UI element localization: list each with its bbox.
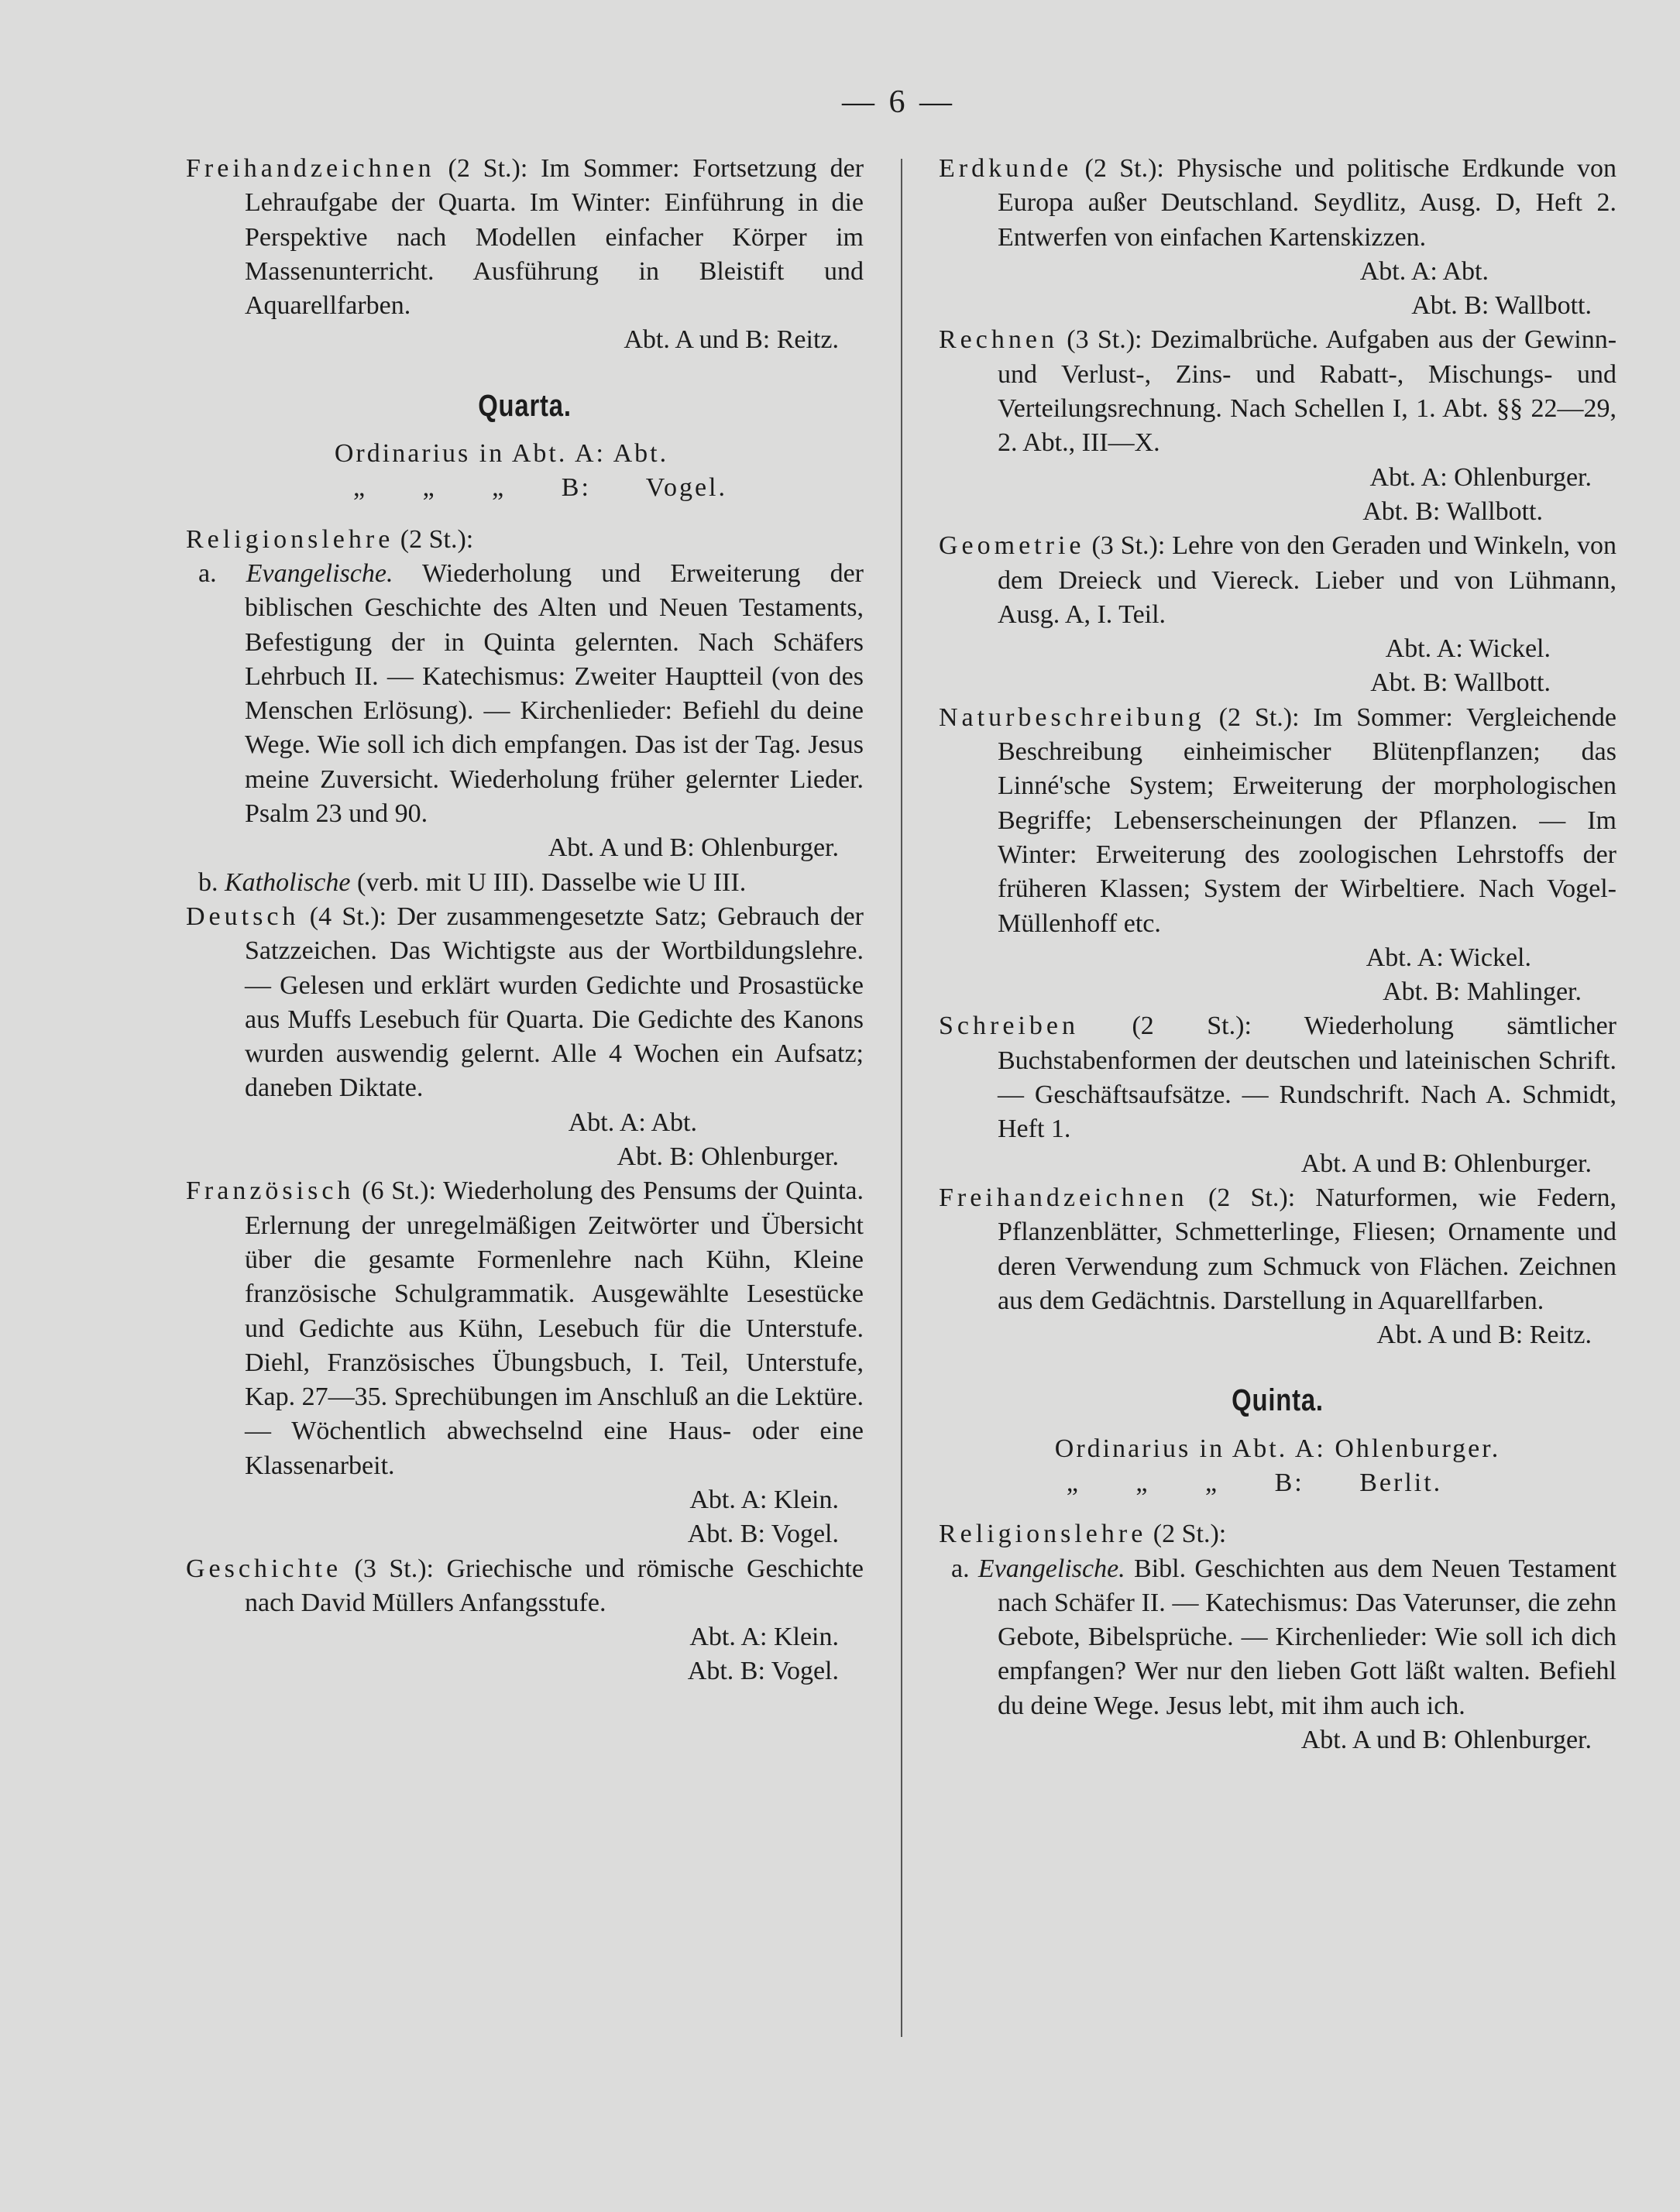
entry-text: Bibl. Geschichten aus dem Neuen Testament nach Schäfer II. — Katechismus: Das Vaterunser, die zehn Gebote, Bibelsprüche. — Kirchenlieder: Wie soll ich dich empfangen? Wer nur den lieben Gott läßt walten. Befiehl du deine Wege. Jesus lebt, mit ihm auch ich. xyxy=(998,1554,1616,1720)
teacher-line-a: Abt. A: Wickel. xyxy=(1366,943,1531,972)
teacher-line: Abt. A und B: Ohlenburger. xyxy=(1300,1149,1592,1178)
teacher-line: Abt. A und B: Reitz. xyxy=(624,325,839,355)
item-title: Evangelische. xyxy=(246,558,393,588)
entry-text: Dezimalbrüche. Aufgaben aus der Gewinn- und Verlust-, Zins- und Rabatt-, Mischungs- und Verteilungsrechnung. Nach Schellen I, 1. Abt. §§ 22—29, 2. Abt., III—X. xyxy=(998,325,1617,458)
subject-label: Religionslehre xyxy=(186,524,394,554)
ordinarius-b: „ „ „ B: Berlit. xyxy=(1066,1468,1443,1497)
entry-text: Wiederholung des Pensums der Quinta. Erlernung der unregelmäßigen Zeitwörter und Übersicht über die gesamte Formenlehre nach Kühn, Kleine französische Schulgrammatik. Ausgewählte Lesestücke und Gedichte aus Kühn, Lesebuch für die Unterstufe. Diehl, Französisches Übungsbuch, I. Teil, Unterstufe, Kap. 27—35. Sprechübungen im Anschluß an die Lektüre. — Wöchentlich abwechselnd eine Haus- oder eine Klassenarbeit. xyxy=(245,1176,864,1480)
subject-label: Französisch xyxy=(186,1176,355,1206)
entry-text: Lehre von den Geraden und Winkeln, von dem Dreieck und Viereck. Lieber und von Lühmann, Ausg. A, I. Teil. xyxy=(998,531,1616,629)
religion-evangelisch xyxy=(186,557,864,831)
religion-heading xyxy=(186,523,864,557)
rechnen-entry xyxy=(939,323,1616,460)
subject-label: Geometrie xyxy=(939,531,1085,561)
subject-label: Erdkunde xyxy=(939,154,1073,183)
subject-label: Freihandzeichnen xyxy=(939,1183,1188,1212)
hours-label: (6 St.): xyxy=(362,1176,436,1206)
left-column xyxy=(186,152,864,1689)
deutsch-entry xyxy=(186,900,864,1106)
column-divider xyxy=(901,159,902,2037)
entry-text: Der zusammengesetzte Satz; Gebrauch der Satzzeichen. Das Wichtigste aus der Wortbildungslehre. — Gelesen und erklärt wurden Gedichte und Prosastücke aus Muffs Lesebuch für Quarta. Die Gedichte des Kanons wurden auswendig gelernt. Alle 4 Wochen ein Aufsatz; daneben Diktate. xyxy=(245,902,864,1103)
teacher-line-b: Abt. B: Mahlinger. xyxy=(1383,977,1582,1007)
teacher-line-a: Abt. A: Klein. xyxy=(689,1485,839,1514)
ordinarius-b: „ „ „ B: Vogel. xyxy=(353,473,727,503)
section-heading-quarta: Quarta. xyxy=(478,388,572,423)
ordinarius-a: Ordinarius in Abt. A: Ohlenburger. xyxy=(1054,1434,1501,1463)
teacher-line-b: Abt. B: Ohlenburger. xyxy=(617,1142,839,1172)
teacher-line-a: Abt. A: Wickel. xyxy=(1385,634,1551,664)
entry-text: Griechische und römische Geschichte nach David Müllers Anfangsstufe. xyxy=(245,1554,864,1617)
teacher-line-b: Abt. B: Vogel. xyxy=(687,1520,839,1549)
right-column xyxy=(939,152,1616,1757)
teacher-line-a: Abt. A: Ohlenburger. xyxy=(1369,462,1592,492)
entry-text: Wiederholung und Erweiterung der biblischen Geschichte des Alten und Neuen Testaments, Befestigung der in Quinta gelernten. Nach Schäfers Lehrbuch II. — Katechismus: Zweiter Hauptteil (von des Menschen Erlösung). — Kirchenlieder: Befiehl du deine Wege. Wie soll ich dich empfangen. Das ist der Tag. Jesus meine Zuversicht. Wiederholung früher gelernter Lieder. Psalm 23 und 90. xyxy=(245,558,864,829)
ordinarius-a: Ordinarius in Abt. A: Abt. xyxy=(334,439,669,469)
section-heading-quinta: Quinta. xyxy=(1232,1383,1324,1418)
item-label: a. xyxy=(951,1554,970,1583)
teacher-line: Abt. A und B: Reitz. xyxy=(1376,1321,1592,1350)
hours-label: (2 St.): xyxy=(1132,1012,1252,1041)
teacher-line-b: Abt. B: Vogel. xyxy=(687,1657,839,1686)
teacher-line-a: Abt. A: Abt. xyxy=(1359,256,1489,286)
naturbeschreibung-entry xyxy=(939,701,1616,941)
religion-heading xyxy=(939,1517,1616,1551)
subject-label: Religionslehre xyxy=(939,1520,1147,1549)
teacher-line-b: Abt. B: Wallbott. xyxy=(1411,291,1592,321)
subject-label: Naturbeschreibung xyxy=(939,702,1205,732)
subject-label: Rechnen xyxy=(939,325,1058,355)
hours-label: (2 St.): xyxy=(1084,154,1164,183)
item-label: a. xyxy=(198,558,217,588)
hours-label: (2 St.): xyxy=(448,154,528,183)
franzoesisch-entry xyxy=(186,1174,864,1483)
hours-label: (3 St.): xyxy=(1067,325,1142,355)
teacher-line: Abt. A und B: Ohlenburger. xyxy=(1300,1726,1592,1755)
teacher-line-b: Abt. B: Wallbott. xyxy=(1370,668,1551,698)
freihandzeichnen-entry xyxy=(939,1181,1616,1318)
teacher-line-a: Abt. A: Abt. xyxy=(568,1108,697,1137)
teacher-line-a: Abt. A: Klein. xyxy=(689,1623,839,1652)
item-label: b. xyxy=(198,867,218,897)
erdkunde-entry xyxy=(939,152,1616,255)
religion-katholisch xyxy=(186,866,864,900)
hours-label: (3 St.): xyxy=(354,1554,434,1583)
entry-text: Physische und politische Erdkunde von Europa außer Deutschland. Seydlitz, Ausg. D, Heft 2. Entwerfen von einfachen Kartenskizzen. xyxy=(998,154,1617,252)
subject-label: Schreiben xyxy=(939,1012,1079,1041)
geometrie-entry xyxy=(939,529,1616,632)
subject-label: Freihandzeichnen xyxy=(186,154,435,183)
entry-text: Im Sommer: Fortsetzung der Lehraufgabe der Quarta. Im Winter: Einführung in die Perspektive nach Modellen einfacher Körper im Massenunterricht. Ausführung in Bleistift und Aquarellfarben. xyxy=(245,154,864,321)
religion-evangelisch xyxy=(939,1552,1616,1723)
entry-text: Wiederholung sämtlicher Buchstabenformen der deutschen und lateinischen Schrift. — Geschäftsaufsätze. — Rundschrift. Nach A. Schmidt, Heft 1. xyxy=(998,1012,1616,1144)
hours-label: (2 St.): xyxy=(1153,1520,1227,1549)
hours-label: (4 St.): xyxy=(309,902,387,931)
subject-label: Deutsch xyxy=(186,902,300,931)
schreiben-entry xyxy=(939,1009,1616,1146)
item-title: Evangelische. xyxy=(977,1554,1125,1583)
page-number: — 6 — xyxy=(842,84,955,120)
teacher-line-b: Abt. B: Wallbott. xyxy=(1362,496,1543,526)
subject-label: Geschichte xyxy=(186,1554,342,1583)
entry-text: Naturformen, wie Federn, Pflanzenblätter, Schmetterlinge, Fliesen; Ornamente und deren Verwendung zum Schmuck von Flächen. Zeichnen aus dem Gedächtnis. Darstellung in Aquarellfarben. xyxy=(998,1183,1617,1315)
item-title: Katholische xyxy=(225,867,351,897)
hours-label: (3 St.): xyxy=(1091,531,1166,561)
hours-label: (2 St.): xyxy=(1218,702,1300,732)
freihand-intro-entry xyxy=(186,152,864,323)
entry-text: (verb. mit U III). Dasselbe wie U III. xyxy=(356,867,747,897)
hours-label: (2 St.): xyxy=(1208,1183,1296,1212)
geschichte-entry xyxy=(186,1552,864,1621)
hours-label: (2 St.): xyxy=(400,524,474,554)
entry-text: Im Sommer: Vergleichende Beschreibung einheimischer Blütenpflanzen; das Linné'sche System; Erweiterung der morphologischen Begriffe; Lebenserscheinungen der Pflanzen. — Im Winter: Erweiterung des zoologischen Lehrstoffs der früheren Klassen; System der Wirbeltiere. Nach Vogel-Müllenhoff etc. xyxy=(998,702,1617,938)
teacher-line: Abt. A und B: Ohlenburger. xyxy=(548,833,839,863)
